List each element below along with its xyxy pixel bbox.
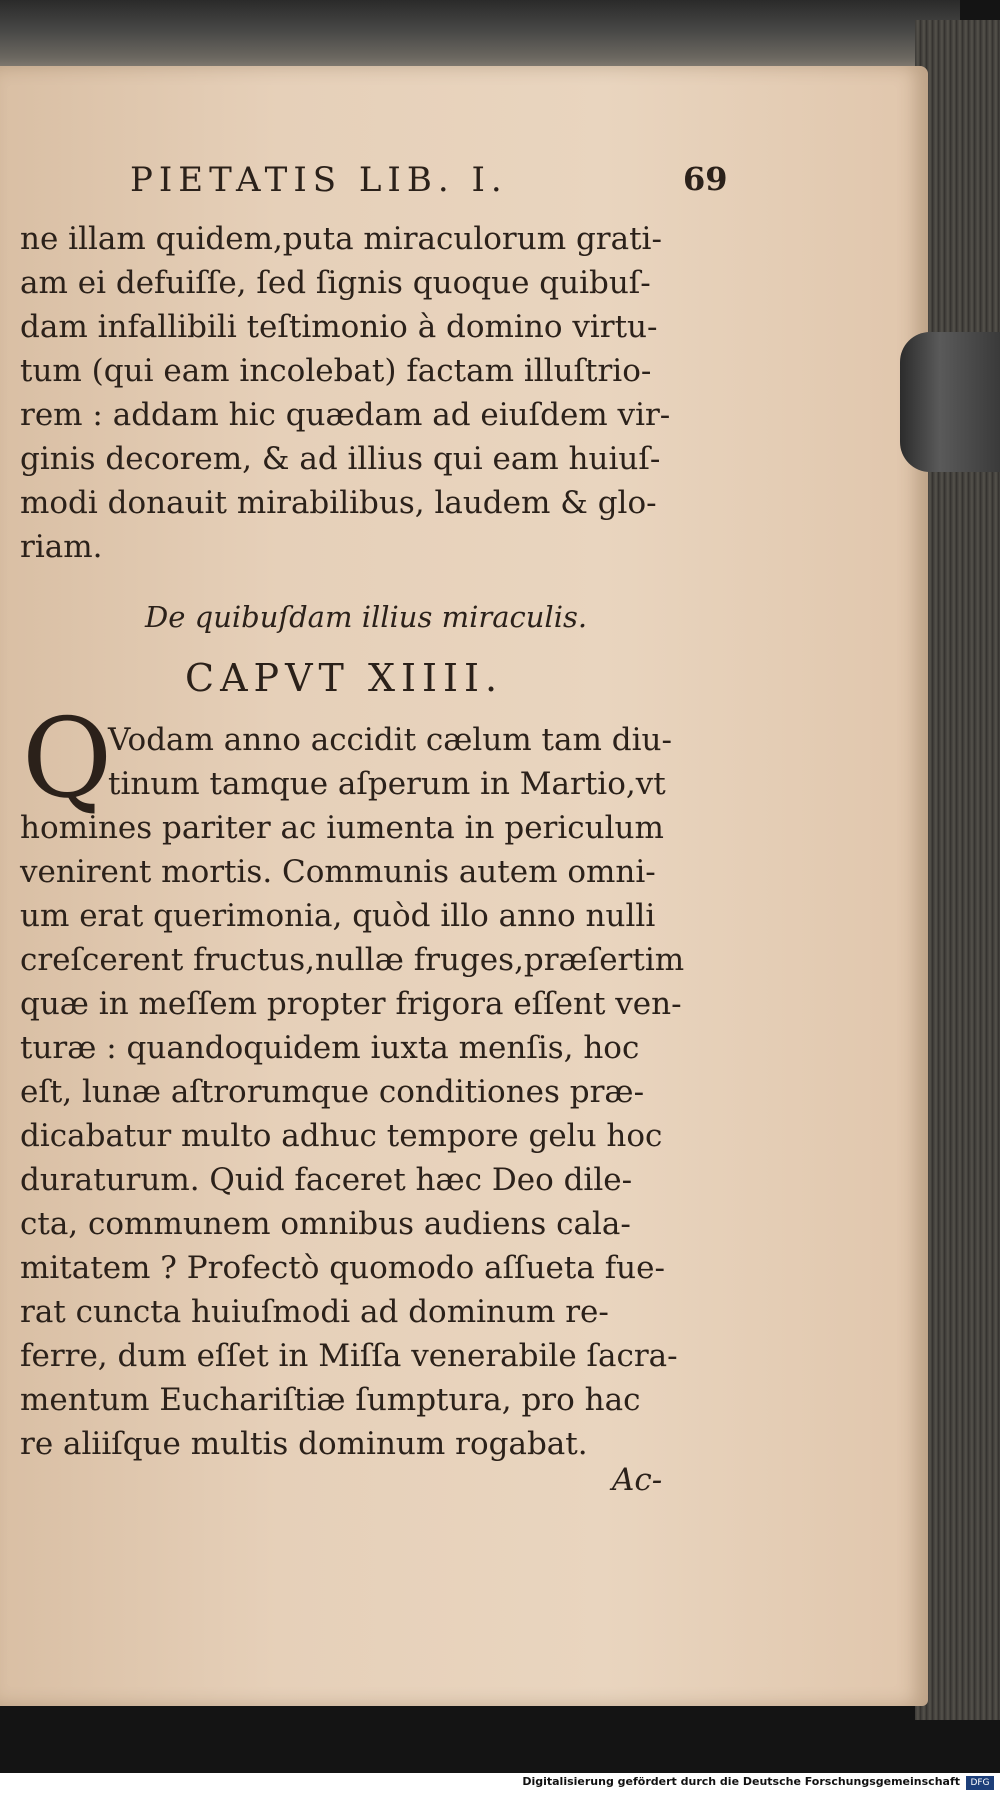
text-line: ne illam quidem,puta miraculorum grati-	[20, 221, 662, 257]
text-line: homines pariter ac iumenta in periculum	[20, 810, 664, 846]
dfg-logo-icon: DFG	[966, 1776, 994, 1790]
chapter-heading: CAPVT XIIII.	[185, 656, 504, 700]
text-line: dam infallibili teſtimonio à domino virtu-	[20, 309, 658, 345]
text-line: mitatem ? Profectò quomodo aſſueta fue-	[20, 1250, 665, 1286]
text-line: riam.	[20, 529, 103, 565]
text-line: ferre, dum eſſet in Miſſa venerabile ſacra-	[20, 1338, 678, 1374]
text-line: um erat querimonia, quòd illo anno nulli	[20, 898, 656, 934]
digitization-footer	[0, 1773, 1000, 1793]
paragraph-1	[20, 217, 680, 569]
text-line: rat cuncta huiuſmodi ad dominum re-	[20, 1294, 609, 1330]
text-line: ginis decorem, & ad illius qui eam huiuſ-	[20, 441, 661, 477]
text-line: re aliiſque multis dominum rogabat.	[20, 1426, 588, 1462]
text-line: quæ in meſſem propter frigora eſſent ven-	[20, 986, 682, 1022]
funding-notice: Digitalisierung gefördert durch die Deutsche Forschungsgemeinschaft	[522, 1775, 960, 1788]
book-clasp	[900, 332, 1000, 472]
drop-cap: Q	[22, 694, 113, 822]
catchword: Ac-	[612, 1462, 663, 1498]
chapter-subtitle: De quibuſdam illius miraculis.	[145, 600, 588, 634]
text-line: modi donauit mirabilibus, laudem & glo-	[20, 485, 657, 521]
text-line: duraturum. Quid faceret hæc Deo dile-	[20, 1162, 633, 1198]
text-line: mentum Euchariſtiæ ſumptura, pro hac	[20, 1382, 641, 1418]
book-top-edge	[0, 0, 960, 72]
text-line: am ei defuiſſe, ſed ſignis quoque quibuſ-	[20, 265, 651, 301]
text-line: venirent mortis. Communis autem omni-	[20, 854, 656, 890]
text-line: creſcerent fructus,nullæ fruges,præſertim	[20, 942, 685, 978]
paragraph-2	[20, 718, 685, 1466]
text-line: eſt, lunæ aſtrorumque conditiones præ-	[20, 1074, 645, 1110]
text-line: tum (qui eam incolebat) factam illuſtrio-	[20, 353, 652, 389]
text-line: Vodam anno accidit cælum tam diu-	[108, 722, 672, 758]
text-line: rem : addam hic quædam ad eiuſdem vir-	[20, 397, 671, 433]
text-line: dicabatur multo adhuc tempore gelu hoc	[20, 1118, 663, 1154]
running-head: PIETATIS LIB. I.	[130, 160, 508, 200]
folio-number: 69	[683, 160, 728, 198]
text-line: cta, communem omnibus audiens cala-	[20, 1206, 631, 1242]
text-line: tinum tamque aſperum in Martio,vt	[108, 766, 666, 802]
text-line: turæ : quandoquidem iuxta menſis, hoc	[20, 1030, 640, 1066]
